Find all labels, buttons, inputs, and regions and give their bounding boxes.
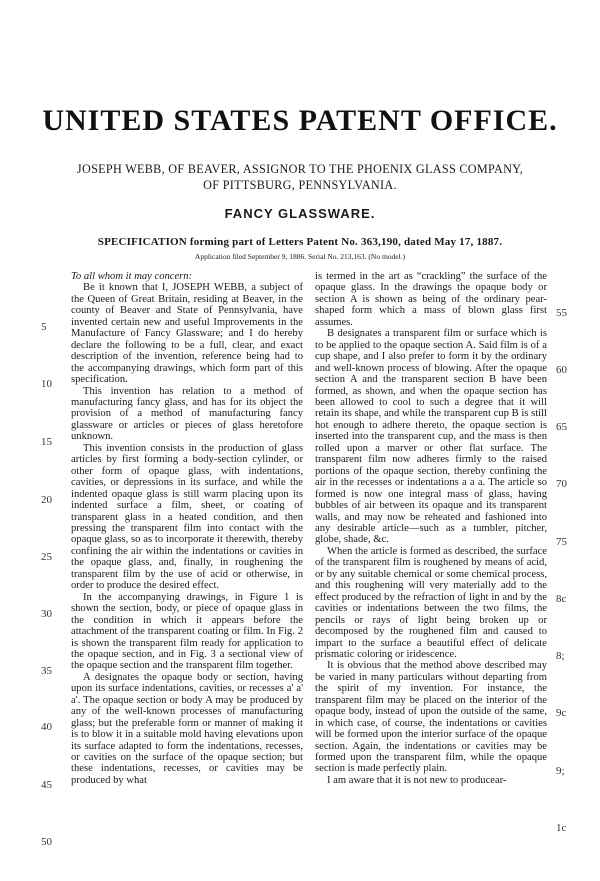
assignor-line-2: OF PITTSBURG, PENNSYLVANIA. xyxy=(203,178,397,192)
line-number: 1c xyxy=(556,822,567,834)
line-number: 20 xyxy=(41,494,52,506)
paragraph: It is obvious that the method above described may be varied in many particulars without departing from the spirit of my invention. For instance, the transparent film may be placed on the interior of the opaque body, instead of upon the outside of the same, in which case, of course, the indentations or cavities will be formed upon the interior surface of the opaque section. Again, the indentations or cavities may be formed upon the transparent film, while the opaque section is made perfectly plain. xyxy=(315,660,547,775)
filed-line: Application filed September 9, 1886. Serial No. 213,163. (No model.) xyxy=(194,252,406,261)
line-number: 5 xyxy=(41,321,47,333)
line-number: 60 xyxy=(556,364,567,376)
paragraph: I am aware that it is not new to producear- xyxy=(327,774,507,786)
paragraph: This invention consists in the production of glass articles by first forming a body-section cylinder, or other form of opaque glass, with indentations, cavities, or depressions in its surface, and while the indented opaque glass is still warm placing upon its indented surface a film, sheet, or coating of transparent glass in a heated condition, and then pressing the transparent film into contact with the opaque glass, so as to incorporate it therewith, thereby confining the air within the indentations or cavities in the opaque glass, and, finally, in roughening the transparent film by the use of acid or otherwise, in order to produce the desired effect. xyxy=(71,442,303,592)
paragraph: is termed in the art as “crackling” the surface of the opaque glass. In the drawings the opaque body or section A is shown as being of the ordinary pear-shaped form which a mass of blown glass first assumes. xyxy=(315,271,547,328)
paragraph: A designates the opaque body or section, having upon its surface indentations, cavities, or recesses a' a' a'. The opaque section or body A may be produced by any of the well-known processes of manufacturing glass; but the preferable form or manner of making it is to blow it in a suitable mold having elevations upon its surface adapted to form the indentations, recesses, or cavities on the surface of the opaque section; but these indentations, recesses, or cavities may be produced by what xyxy=(71,671,303,786)
line-number: 50 xyxy=(41,836,52,848)
paragraph: When the article is formed as described, the surface of the transparent film is roughened by means of acid, or by any suitable chemical or some chemical process, and this roughening will very materially add to the effect produced by the refraction of light in and by the cavities or indentations between the two films, the pencils or rays of light being broken up or decomposed by the roughened film and caused to impart to the surface a beautiful effect of delicate prismatic coloring or iridescence. xyxy=(315,545,547,660)
line-number: 30 xyxy=(41,608,52,620)
line-number: 70 xyxy=(556,478,567,490)
line-number: 9; xyxy=(556,765,565,777)
line-number: 55 xyxy=(556,307,567,319)
left-text-column xyxy=(71,271,303,786)
office-title: UNITED STATES PATENT OFFICE. xyxy=(42,104,558,137)
assignor-line-1: JOSEPH WEBB, OF BEAVER, ASSIGNOR TO THE PHOENIX GLASS COMPANY, xyxy=(76,162,524,176)
document-title: FANCY GLASSWARE. xyxy=(224,206,376,221)
line-number: 45 xyxy=(41,779,52,791)
paragraph: B designates a transparent film or surface which is to be applied to the opaque section A. Said film is of a cup shape, and I also prefer to form it by the ordinary and well-known process of blowing. After the opaque section A and the transparent section B have been formed, as shown, and when the opaque section has been allowed to cool to such a degree that it will retain its shape, and while the transparent cup B is still hot enough to adhere thereto, the opaque section is inserted into the transparent cup, and the mass is then rolled upon a marver or other flat surface. The transparent film now adheres firmly to the raised portions of the opaque section, thereby confining the air in the recesses or indentations a a a. The article so formed is now one integral mass of glass, having bubbles of air between its opaque and its transparent walls, and may now be reheated and fashioned into any desirable article—such as a tumbler, pitcher, globe, shade, &c. xyxy=(315,328,547,546)
paragraph: In the accompanying drawings, in Figure 1 is shown the section, body, or piece of opaque glass in the condition in which it appears before the attachment of the transparent coating or film. In Fig. 2 is shown the transparent film ready for application to the opaque section, and in Fig. 3 a sectional view of the opaque section and the transparent film together. xyxy=(71,591,303,672)
line-number: 15 xyxy=(41,436,52,448)
paragraph: Be it known that I, JOSEPH WEBB, a subject of the Queen of Great Britain, residing at Beaver, in the county of Beaver and State of Pennsylvania, have invented certain new and useful Improvements in the Manufacture of Fancy Glassware; and I do hereby declare the following to be a full, clear, and exact description of the invention, reference being had to the accompanying drawings, which form part of this specification. xyxy=(71,282,303,386)
line-number: 9c xyxy=(556,707,567,719)
line-number: 75 xyxy=(556,536,567,548)
line-number: 8c xyxy=(556,593,567,605)
line-number: 35 xyxy=(41,665,52,677)
line-number: 40 xyxy=(41,721,52,733)
line-number: 10 xyxy=(41,378,52,390)
paragraph: This invention has relation to a method of manufacturing fancy glass, and has for its object the provision of a method of manufacturing fancy glassware or articles or pieces of glass heretofore unknown. xyxy=(71,385,303,443)
line-number: 25 xyxy=(41,551,52,563)
right-text-column xyxy=(315,271,547,786)
line-number: 65 xyxy=(556,421,567,433)
line-number: 8; xyxy=(556,650,565,662)
assignor-block xyxy=(40,161,560,193)
specification-line: SPECIFICATION forming part of Letters Patent No. 363,190, dated May 17, 1887. xyxy=(97,236,503,248)
salutation: To all whom it may concern: xyxy=(71,271,193,282)
